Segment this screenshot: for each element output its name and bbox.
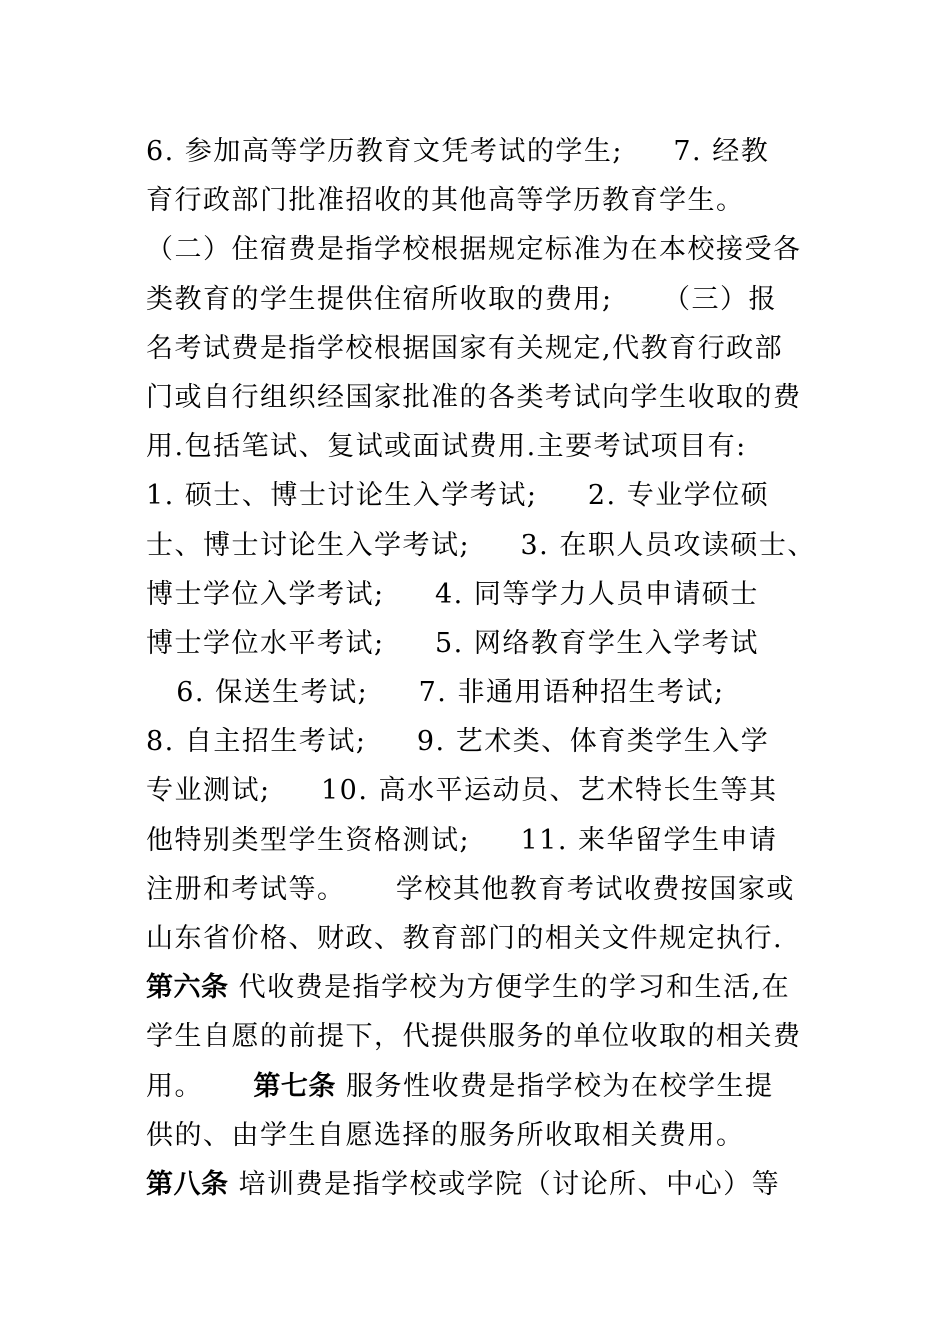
text-line [146, 324, 846, 373]
text-run: 山东省价格、财政、教育部门的相关文件规定执行. [146, 923, 784, 954]
text-line [146, 373, 846, 422]
text-line [146, 914, 846, 963]
text-line [146, 471, 846, 520]
text-line [146, 1062, 846, 1111]
text-run: 名考试费是指学校根据国家有关规定,代教育行政部 [146, 332, 784, 364]
text-line [146, 963, 846, 1012]
text-run: 用。 [146, 1070, 254, 1102]
text-run: 8. 自主招生考试; 9. 艺术类、体育类学生入学 [146, 726, 770, 758]
text-run: 士、博士讨论生入学考试; 3. 在职人员攻读硕士、 [146, 529, 816, 561]
text-run: 6. 参加高等学历教育文凭考试的学生; 7. 经教 [146, 136, 770, 167]
text-run: 育行政部门批准招收的其他高等学历教育学生。 [146, 185, 745, 217]
text-run: 他特别类型学生资格测试; 11. 来华留学生申请 [146, 824, 778, 856]
text-line [146, 176, 846, 225]
text-line [146, 865, 846, 914]
text-line [146, 816, 846, 865]
text-line [146, 1012, 846, 1061]
text-run: 类教育的学生提供住宿所收取的费用; （三）报 [146, 283, 778, 315]
text-line [146, 717, 846, 766]
text-run: 培训费是指学校或学院（讨论所、中心）等 [228, 1168, 781, 1200]
text-line [146, 1160, 846, 1209]
article-heading: 第八条 [146, 1168, 229, 1200]
text-run: 学生自愿的前提下，代提供服务的单位收取的相关费 [146, 1021, 802, 1053]
article-heading: 第六条 [146, 972, 229, 1004]
text-run: 6. 保送生考试; 7. 非通用语种招生考试; [146, 677, 725, 709]
text-run: 专业测试; 10. 高水平运动员、艺术特长生等其 [146, 775, 778, 807]
text-run: 供的、由学生自愿选择的服务所收取相关费用。 [146, 1119, 745, 1151]
text-line [146, 275, 846, 324]
text-line [146, 225, 846, 274]
text-line [146, 1111, 846, 1160]
text-run: 1. 硕士、博士讨论生入学考试; 2. 专业学位硕 [146, 480, 770, 512]
document-body [146, 127, 846, 1209]
text-run: 门或自行组织经国家批准的各类考试向学生收取的费 [146, 381, 802, 413]
text-run: 博士学位入学考试; 4. 同等学力人员申请硕士 [146, 578, 759, 610]
text-line [146, 127, 846, 176]
text-run: 代收费是指学校为方便学生的学习和生活,在 [228, 972, 791, 1004]
text-line [146, 422, 846, 471]
text-line [146, 766, 846, 815]
article-heading: 第七条 [253, 1070, 336, 1102]
text-line [146, 619, 846, 668]
text-line [146, 668, 846, 717]
text-line [146, 570, 846, 619]
text-run: 注册和考试等。 学校其他教育考试收费按国家或 [146, 873, 795, 905]
text-run: 博士学位水平考试; 5. 网络教育学生入学考试 [146, 627, 759, 659]
text-run: 用.包括笔试、复试或面试费用.主要考试项目有: [146, 431, 747, 463]
text-run: 服务性收费是指学校为在校学生提 [335, 1070, 774, 1102]
text-run: （二）住宿费是指学校根据规定标准为在本校接受各 [146, 234, 802, 266]
text-line [146, 521, 846, 570]
